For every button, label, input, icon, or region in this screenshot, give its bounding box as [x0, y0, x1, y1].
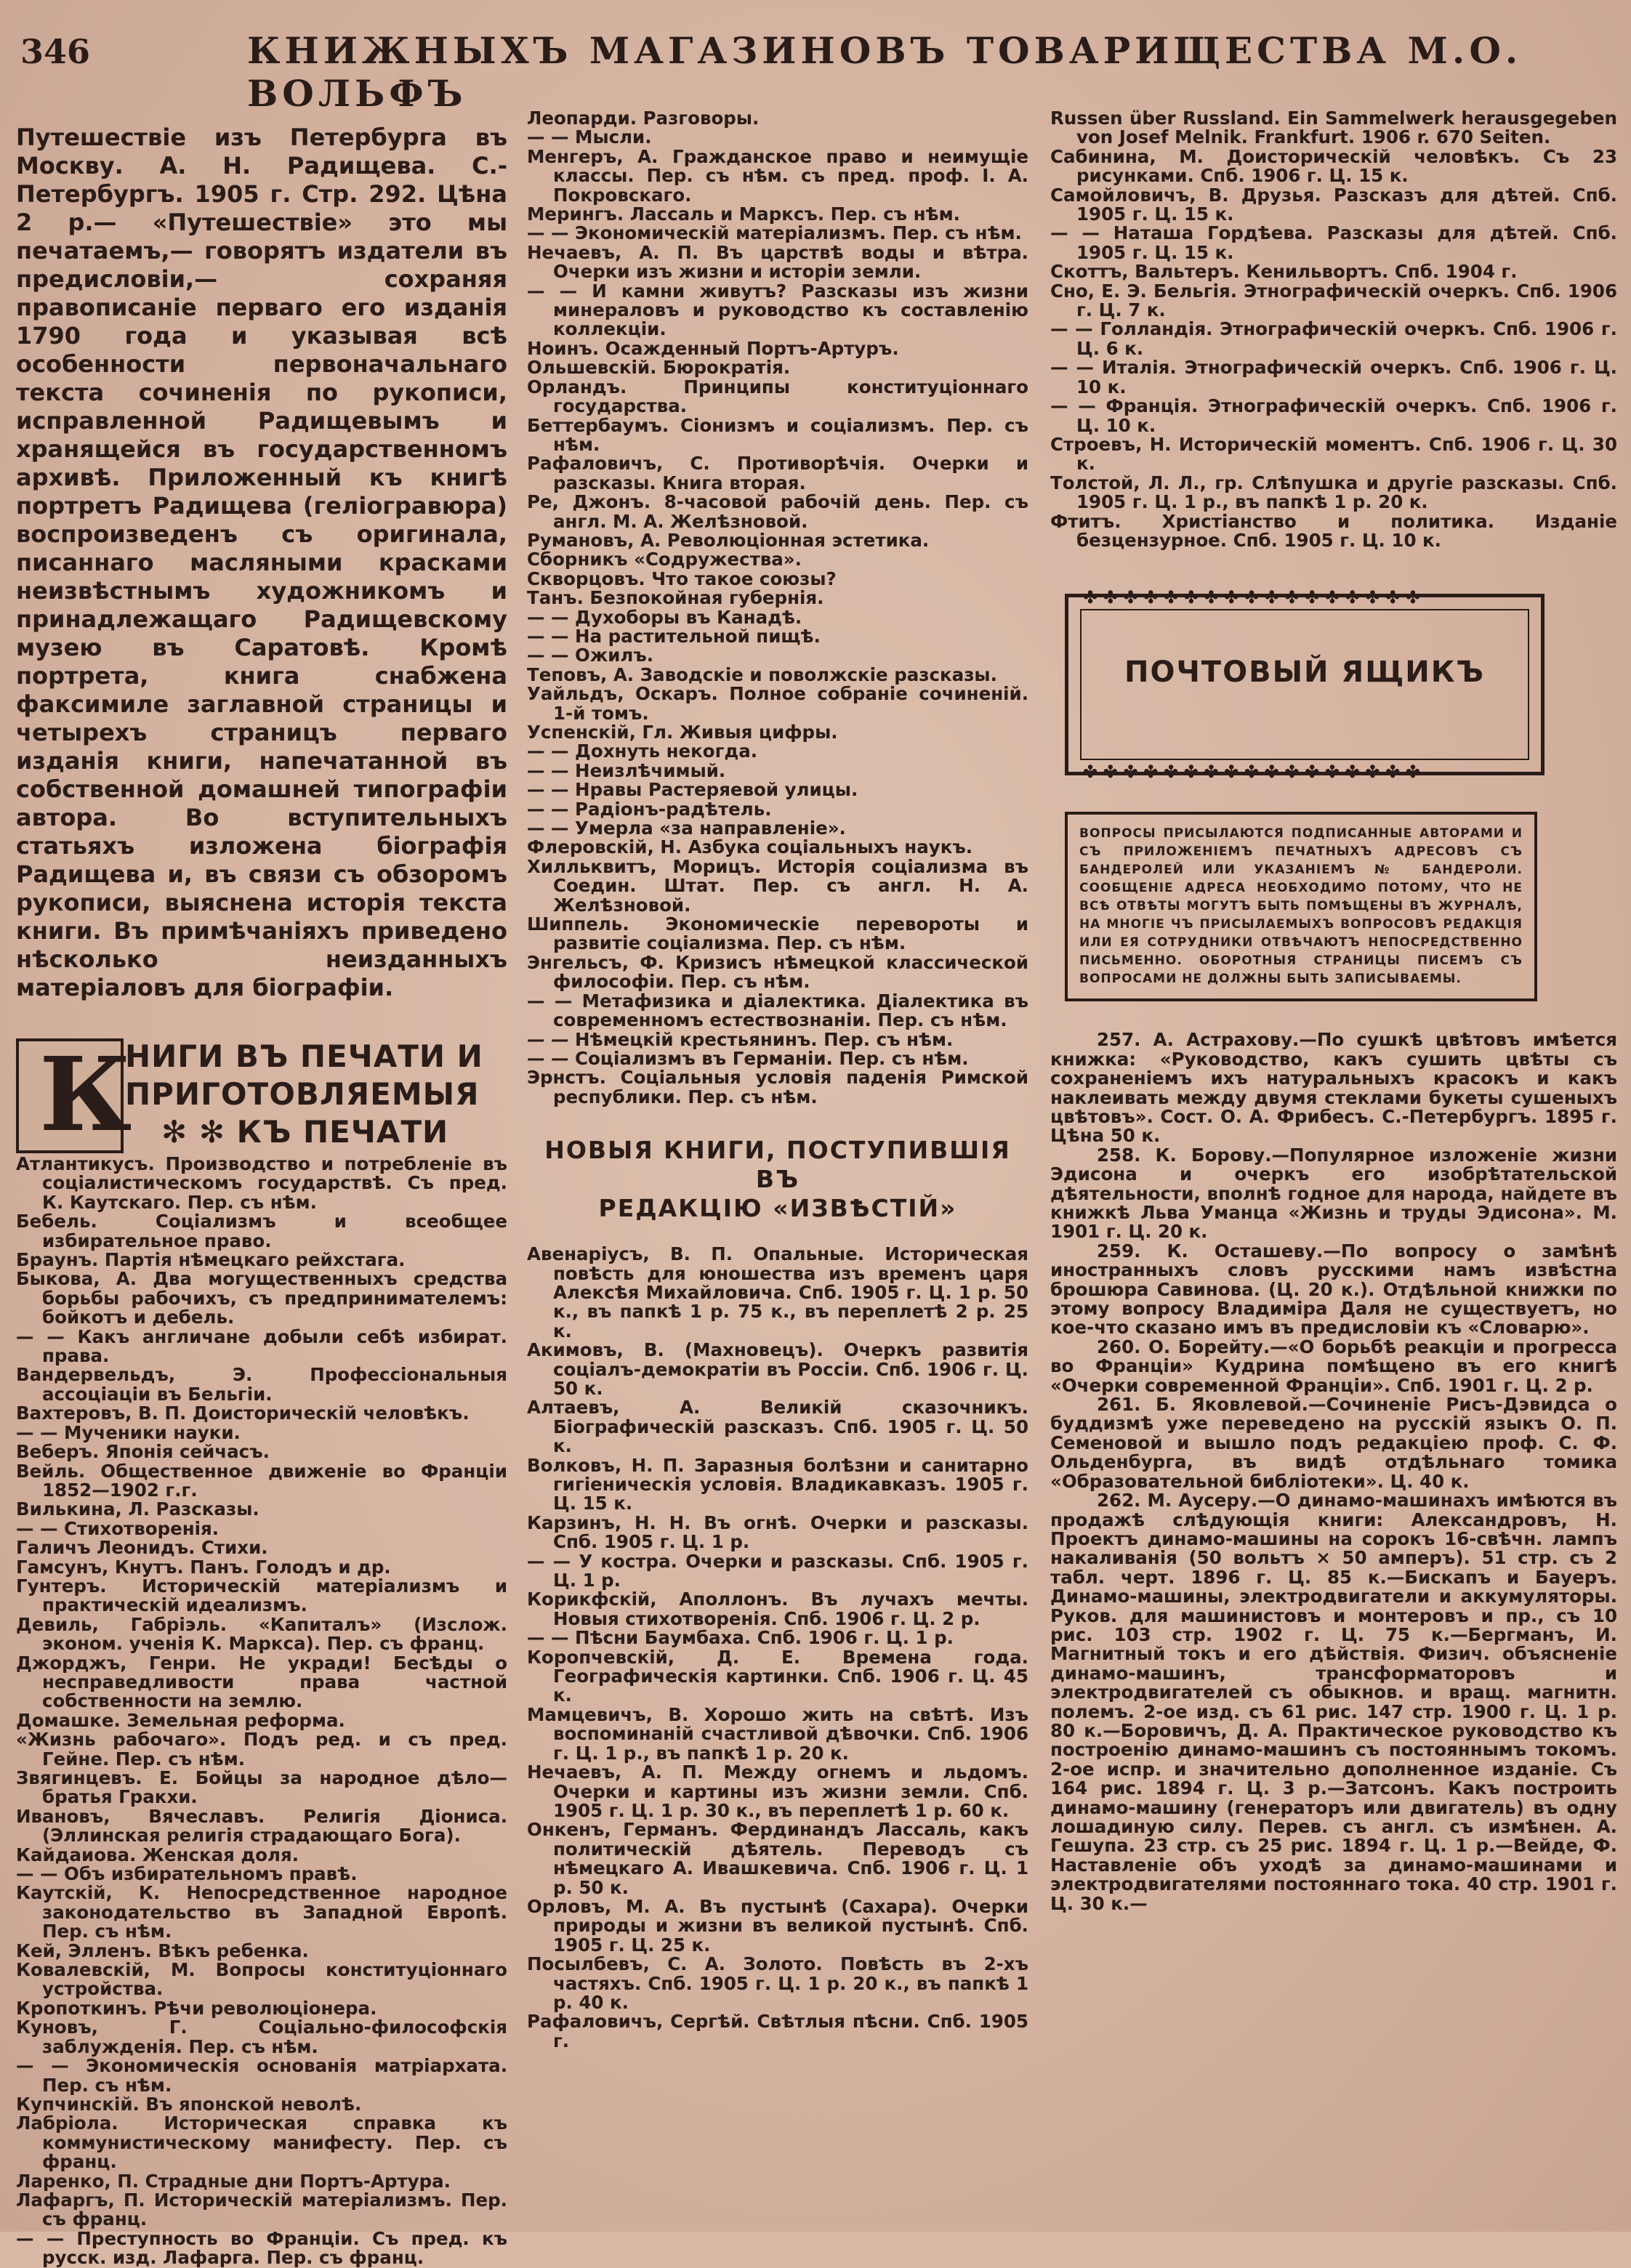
new-book-entry: — — Голландія. Этнографическій очеркъ. Спб. 1906 г. Ц. 6 к. — [1050, 318, 1617, 359]
mailbox-answer: 258. К. Борову.—Популярное изложеніе жизни Эдисона и очеркъ его изобрѣтательской дѣятельности, вполнѣ годное для народа, найдете въ книжкѣ Льва Уманца «Жизнь и труды Эдисона». М. 1901 г. Ц. 20 к. — [1050, 1144, 1617, 1243]
book-entry: Вейль. Общественное движеніе во Франціи 1852—1902 г.г. — [16, 1460, 507, 1501]
book-entry: — — Стихотворенія. — [16, 1517, 220, 1539]
mailbox-answer: 259. К. Осташеву.—По вопросу о замѣнѣ иностранныхъ словъ русскими намъ извѣстна брошюра Савинова. (Ц. 20 к.). Отдѣльной книжки по этому вопросу Владиміра Даля не существуетъ, но кое-что сказано имъ въ предисловіи къ «Словарю». — [1050, 1240, 1617, 1339]
book-entry: Скворцовъ. Что такое союзы? — [527, 568, 837, 589]
book-entry: — — Умерла «за направленіе». — [527, 818, 846, 839]
book-entry: — — Дохнуть некогда. — [527, 740, 758, 762]
new-book-entry: Карзинъ, Н. Н. Въ огнѣ. Очерки и разсказы. Спб. 1905 г. Ц. 1 р. — [527, 1512, 1028, 1553]
book-entry: Браунъ. Партія нѣмецкаго рейхстага. — [16, 1249, 406, 1271]
new-book-entry: Волковъ, Н. П. Заразныя болѣзни и санитарно гигіеническія условія. Владикавказъ. 1905 г. Ц. 15 к. — [527, 1454, 1028, 1514]
section-title-line-1: НИГИ ВЪ ПЕЧАТИ И — [125, 1038, 483, 1074]
book-entry: Вахтеровъ, В. П. Доисторическій человѣкъ. — [16, 1403, 470, 1424]
new-book-entry: — — Франція. Этнографическій очеркъ. Спб. 1906 г. Ц. 10 к. — [1050, 395, 1617, 436]
book-entry: Купчинскій. Въ японской неволѣ. — [16, 2093, 362, 2115]
new-book-entry: — — У костра. Очерки и разсказы. Спб. 1905 г. Ц. 1 р. — [527, 1550, 1028, 1591]
book-entry: Кей, Элленъ. Вѣкъ ребенка. — [16, 1940, 309, 1961]
book-entry: Звягинцевъ. Е. Бойцы за народное дѣло— братья Гракхи. — [16, 1767, 507, 1808]
new-book-entry: Авенаріусъ, В. П. Опальные. Историческая повѣсть для юношества изъ временъ царя Алексѣя Михайловича. Спб. 1905 г. Ц. 1 р. 50 к., въ папкѣ 1 р. 75 к., въ переплетѣ 2 р. 25 к. — [527, 1243, 1028, 1341]
new-books-list — [527, 1245, 1028, 2051]
book-entry: — — Духоборы въ Канадѣ. — [527, 606, 802, 628]
book-entry: Ковалевскій, М. Вопросы конституціоннаго устройства. — [16, 1959, 507, 2000]
new-book-entry: Сабинина, М. Доисторическій человѣкъ. Съ 23 рисунками. Спб. 1906 г. Ц. 15 к. — [1050, 145, 1617, 187]
new-book-entry: Корикфскій, Аполлонъ. Въ лучахъ мечты. Новыя стихотворенія. Спб. 1906 г. Ц. 2 р. — [527, 1589, 1028, 1629]
book-entry: — — Нѣмецкій крестьянинъ. Пер. съ нѣм. — [527, 1028, 954, 1050]
running-title: КНИЖНЫХЪ МАГАЗИНОВЪ ТОВАРИЩЕСТВА М.О. ВОЛЬФЪ — [247, 29, 1523, 115]
mailbox-title: ПОЧТОВЫЙ ЯЩИКЪ — [1124, 655, 1485, 690]
book-entry: Рафаловичъ, С. Противорѣчія. Очерки и разсказы. Книга вторая. — [527, 453, 1028, 493]
book-entry: Вилькина, Л. Разсказы. — [16, 1498, 259, 1520]
new-book-entry: Russen über Russland. Ein Sammelwerk herausgegeben von Josef Melnik. Frankfurt. 1906 r. 670 Seiten. — [1050, 108, 1617, 148]
book-entry: — — Нравы Растеряевой улицы. — [527, 779, 858, 801]
mailbox-answer: 262. М. Аусеру.—О динамо-машинахъ имѣются въ продажѣ слѣдующія книги: Александровъ, Н. Проектъ динамо-машины на сорокъ 16-свѣчн. лампъ накаливанія (50 вольтъ × 50 амперъ). 51 стр. съ 2 табл. черт. 1896 г. Ц. 85 к.—Бискапъ и Бауеръ. Динамо-машины, электродвигатели и аккумуляторы. Руков. для машинистовъ и монтеровъ и пр., съ 10 рис. 103 стр. 1902 г. Ц. 75 к.—Бергманъ, И. Магнитный токъ и его дѣйствія. Физич. объясненіе динамо-машинъ, трансформаторовъ и электродвигателей съ обыкнов. и вращ. магнитн. полемъ. 2-ое изд. съ 61 рис. 147 стр. 1900 г. Ц. 1 р. 80 к.—Боровичъ, Д. А. Практическое руководство къ построенію динамо-машинъ съ постояннымъ токомъ. 2-ое испр. и значительно дополненное изданіе. Съ 164 рис. 1894 г. Ц. 3 р.—Затсонъ. Какъ построить динамо-машину (генераторъ или двигатель) въ одну лошадиную силу. Перев. съ англ. съ измѣнен. А. Гешупа. 23 стр. съ 25 рис. 1894 г. Ц. 1 р.—Вейде, Ф. Наставленіе объ уходѣ за динамо-машинами и электродвигателями постояннаго тока. 40 стр. 1901 г. Ц. 30 к.— — [1050, 1490, 1617, 1914]
book-entry: Танъ. Безпокойная губернія. — [527, 587, 824, 609]
book-entry: Румановъ, А. Революціонная эстетика. — [527, 529, 930, 551]
section-books-in-print — [16, 1038, 507, 1155]
new-book-entry: Сно, Е. Э. Бельгія. Этнографическій очеркъ. Спб. 1906 г. Ц. 7 к. — [1050, 280, 1617, 321]
column-middle — [527, 109, 1028, 2216]
new-book-entry: Самойловичъ, В. Друзья. Разсказъ для дѣтей. Спб. 1905 г. Ц. 15 к. — [1050, 184, 1617, 225]
book-entry: Сборникъ «Содружества». — [527, 549, 802, 570]
new-book-entry: Онкенъ, Германъ. Фердинандъ Лассаль, какъ политическій дѣятель. Переводъ съ нѣмецкаго А. Ивашкевича. Спб. 1906 г. Ц. 1 р. 50 к. — [527, 1819, 1028, 1898]
books-in-print-list — [16, 1155, 507, 2268]
column-left — [16, 109, 507, 2268]
mailbox-notice: ВОПРОСЫ ПРИСЫЛАЮТСЯ ПОДПИСАННЫЕ АВТОРАМИ И СЪ ПРИЛОЖЕНІЕМЪ ПЕЧАТНЫХЪ АДРЕСОВЪ СЪ БАНДЕРОЛЕЙ ИЛИ УКАЗАНІЕМЪ № БАНДЕРОЛИ. СООБЩЕНІЕ АДРЕСА НЕОБХОДИМО ПОТОМУ, ЧТО НЕ ВСѢ ОТВѢТЫ МОГУТЪ БЫТЬ ПОМѢЩЕНЫ ВЪ ЖУРНАЛѢ, НА МНОГІЕ ЧЪ ПРИСЫЛАЕМЫХЪ ВОПРОСОВЪ РЕДАКЦІЯ ИЛИ ЕЯ СОТРУДНИКИ ОТВѢЧАЮТЪ НЕПОСРЕДСТВЕННО ПИСЬМЕННО. ОБОРОТНЫЯ СТРАНИЦЫ ПИСЕМЪ СЪ ВОПРОСАМИ НЕ ДОЛЖНЫ БЫТЬ ЗАПИСЫВАЕМЫ. — [1065, 812, 1537, 1001]
new-book-entry: — — Пѣсни Баумбаха. Спб. 1906 г. Ц. 1 р. — [527, 1627, 954, 1649]
book-entry: Каутскій, К. Непосредственное народное законодательство въ Западной Европѣ. Пер. съ нѣм. — [16, 1882, 507, 1942]
new-book-entry: Толстой, Л. Л., гр. Слѣпушка и другіе разсказы. Спб. 1905 г. Ц. 1 р., въ папкѣ 1 р. 20 к. — [1050, 472, 1617, 513]
mailbox-heading-frame — [1065, 587, 1545, 783]
new-books-heading: НОВЫЯ КНИГИ, ПОСТУПИВШІЯ ВЪ РЕДАКЦІЮ «ИЗВѢСТІЙ» — [544, 1136, 1011, 1223]
new-book-entry: Акимовъ, В. (Махновецъ). Очеркъ развитія соціалъ-демократіи въ Россіи. Спб. 1906 г. Ц. 50 к. — [527, 1339, 1028, 1399]
new-book-entry: Нечаевъ, А. П. Между огнемъ и льдомъ. Очерки и картины изъ жизни земли. Спб. 1905 г. Ц. 1 р. 30 к., въ переплетѣ 1 р. 60 к. — [527, 1761, 1028, 1821]
book-entry: Кайдаиова. Женская доля. — [16, 1844, 299, 1865]
books-in-print-list-continued — [527, 109, 1028, 1107]
book-entry: «Жизнь рабочаго». Подъ ред. и съ пред. Гейне. Пер. съ нѣм. — [16, 1729, 507, 1769]
new-book-entry: Фтитъ. Христіанство и политика. Изданіе безцензурное. Спб. 1905 г. Ц. 10 к. — [1050, 510, 1617, 551]
book-entry: — — На растительной пищѣ. — [527, 625, 821, 647]
new-books-list-continued — [1050, 109, 1617, 550]
book-entry: Нечаевъ, А. П. Въ царствѣ воды и вѣтра. Очерки изъ жизни и исторіи земли. — [527, 241, 1028, 283]
book-entry: Флеровскій, Н. Азбука соціальныхъ наукъ. — [527, 836, 973, 858]
book-entry: Кропоткинъ. Рѣчи революціонера. — [16, 1997, 377, 2019]
book-entry: — — Неизлѣчимый. — [527, 759, 726, 781]
book-entry: Лафаргъ, П. Историческій матеріализмъ. Пер. съ франц. — [16, 2189, 507, 2230]
book-entry: Хилльквитъ, Морицъ. Исторія соціализма въ Соедин. Штат. Пер. съ англ. Н. А. Желѣзновой. — [527, 855, 1028, 916]
book-entry: Менгеръ, А. Гражданское право и неимущіе классы. Пер. съ нѣм. съ пред. проф. І. А. Покровскаго. — [527, 145, 1028, 206]
new-book-entry: Орловъ, М. А. Въ пустынѣ (Сахара). Очерки природы и жизни въ великой пустынѣ. Спб. 1905 г. Ц. 25 к. — [527, 1895, 1028, 1956]
review-radishchev: Путешествіе изъ Петербурга въ Москву. А. Н. Радищева. С.-Петербургъ. 1905 г. Стр. 292. Цѣна 2 р.— «Путешествіе» это мы печатаемъ,— говорятъ издатели въ предисловіи,— сохраняя правописаніе перваго его изданія 1790 года и указывая всѣ особенности первоначальнаго текста сочиненія по рукописи, исправленной Радищевымъ и хранящейся въ государственномъ архивѣ. Приложенный къ книгѣ портретъ Радищева (геліогравюра) воспроизведенъ съ оригинала, писаннаго масляными красками неизвѣстнымъ художникомъ и принадлежащаго Радищевскому музею въ Саратовѣ. Кромѣ портрета, книга снабжена факсимиле заглавной страницы и четырехъ страницъ перваго изданія книги, напечатанной въ собственной домашней типографіи автора. Во вступительныхъ статьяхъ изложена біографія Радищева и, въ связи съ обзоромъ рукописи, выяснена исторія текста книги. Въ примѣчаніяхъ приведено нѣсколько неизданныхъ матеріаловъ для біографіи. — [16, 124, 507, 1001]
book-entry: — — Мысли. — [527, 126, 652, 148]
new-book-entry: — — Наташа Гордѣева. Разсказы для дѣтей. Спб. 1905 г. Ц. 15 к. — [1050, 222, 1617, 263]
book-entry: Леопарди. Разговоры. — [527, 108, 760, 129]
book-entry: Бебель. Соціализмъ и всеобщее избирательное право. — [16, 1211, 507, 1251]
book-entry: Веберъ. Японія сейчасъ. — [16, 1441, 270, 1463]
new-book-entry: Алтаевъ, А. Великій сказочникъ. Біографическій разсказъ. Спб. 1905 г. Ц. 50 к. — [527, 1397, 1028, 1457]
book-entry: Мерингъ. Лассаль и Марксъ. Пер. съ нѣм. — [527, 203, 960, 225]
page-header — [15, 29, 1614, 115]
book-entry: Лабріола. Историческая справка къ коммунистическому манифесту. Пер. съ франц. — [16, 2112, 507, 2173]
book-entry: — — Радіонъ-радѣтель. — [527, 798, 772, 820]
book-entry: Девиль, Габріэль. «Капиталъ» (Изслож. эконом. ученія К. Маркса). Пер. съ франц. — [16, 1613, 507, 1655]
new-book-entry: Строевъ, Н. Историческій моментъ. Спб. 1906 г. Ц. 30 к. — [1050, 433, 1617, 475]
new-book-entry: Скоттъ, Вальтеръ. Кенильвортъ. Спб. 1904 г. — [1050, 261, 1518, 283]
book-entry: Теповъ, А. Заводскіе и поволжскіе разсказы. — [527, 663, 997, 685]
book-entry: — — Мученики науки. — [16, 1421, 241, 1443]
book-entry: Вандервельдъ, Э. Профессіональныя ассоціаціи въ Бельгіи. — [16, 1364, 507, 1405]
book-entry: Ларенко, П. Страдные дни Портъ-Артура. — [16, 2170, 451, 2192]
book-entry: Ноинъ. Осажденный Портъ-Артуръ. — [527, 337, 899, 359]
section-title-line-3: ✻ ✻ КЪ ПЕЧАТИ — [161, 1114, 449, 1150]
book-entry: Орландъ. Принципы конституціоннаго государства. — [527, 376, 1028, 417]
book-entry: — — Метафизика и діалектика. Діалектика въ современномъ естествознаніи. Пер. съ нѣм. — [527, 990, 1028, 1031]
section-title-line-2: ПРИГОТОВЛЯЕМЫЯ — [125, 1076, 480, 1112]
book-entry: Ольшевскій. Бюрократія. — [527, 357, 791, 379]
book-entry: — — Какъ англичане добыли себѣ избират. права. — [16, 1325, 507, 1367]
book-entry: Атлантикусъ. Производство и потребленіе въ соціалистическомъ государствѣ. Съ пред. К. Каутскаго. Пер. съ нѣм. — [16, 1153, 507, 1213]
column-right — [1050, 109, 1617, 2216]
ornament-icon: ✤ ✤ ✤ ✤ ✤ ✤ ✤ ✤ ✤ ✤ ✤ ✤ ✤ ✤ ✤ ✤ ✤ — [1083, 762, 1420, 783]
decorative-initial: К — [16, 1038, 124, 1153]
book-entry: — — Экономическія основанія матріархата. Пер. съ нѣм. — [16, 2055, 507, 2096]
book-entry: Беттербаумъ. Сіонизмъ и соціализмъ. Пер. съ нѣм. — [527, 414, 1028, 455]
new-book-entry: Посылбевъ, С. А. Золото. Повѣсть въ 2-хъ частяхъ. Спб. 1905 г. Ц. 1 р. 20 к., въ папкѣ 1 р. 40 к. — [527, 1953, 1028, 2013]
book-entry: — — И камни живутъ? Разсказы изъ жизни минераловъ и руководство къ составленію коллекціи. — [527, 280, 1028, 340]
book-entry: Гамсунъ, Кнутъ. Панъ. Голодъ и др. — [16, 1556, 391, 1578]
book-entry: Быкова, А. Два могущественныхъ средства борьбы рабочихъ, съ предпринимателемъ: бойкотъ и дебель. — [16, 1268, 507, 1328]
book-entry: Успенскій, Гл. Живыя цифры. — [527, 722, 838, 743]
book-entry: Ивановъ, Вячеславъ. Религія Діониса. (Эллинская религія страдающаго Бога). — [16, 1805, 507, 1847]
book-entry: — — Соціализмъ въ Германіи. Пер. съ нѣм. — [527, 1047, 969, 1069]
mailbox-answer: 260. О. Борейту.—«О борьбѣ реакціи и прогресса во Франціи» Кудрина помѣщено въ его книгѣ «Очерки современной Франціи». Спб. 1901 г. Ц. 2 р. — [1050, 1336, 1617, 1396]
book-entry: Эрнстъ. Соціальныя условія паденія Римской республики. Пер. съ нѣм. — [527, 1067, 1028, 1107]
book-entry: Домашке. Земельная реформа. — [16, 1709, 345, 1731]
book-entry: Галичъ Леонидъ. Стихи. — [16, 1537, 268, 1559]
mailbox-answer: 261. Б. Яковлевой.—Сочиненіе Рисъ-Дэвидса о буддизмѣ уже переведено на русскій языкъ О. П. Семеновой и вышло подъ редакціею проф. С. Ф. Ольденбурга, въ видѣ отдѣльнаго томика «Образовательной библіотеки». Ц. 40 к. — [1050, 1394, 1617, 1492]
book-entry: — — Преступность во Франціи. Съ пред. къ русск. изд. Лафарга. Пер. съ франц. — [16, 2227, 507, 2268]
book-entry: — — Объ избирательномъ правѣ. — [16, 1863, 358, 1885]
mailbox-answers — [1050, 1030, 1617, 1913]
book-entry: Энгельсъ, Ф. Кризисъ нѣмецкой классической философіи. Пер. съ нѣм. — [527, 951, 1028, 993]
book-entry: Гунтеръ. Историческій матеріализмъ и практическій идеализмъ. — [16, 1575, 507, 1616]
book-entry: Джорджъ, Генри. Не укради! Бесѣды о несправедливости права частной собственности на землю. — [16, 1652, 507, 1712]
ornament-icon: ✤ ✤ ✤ ✤ ✤ ✤ ✤ ✤ ✤ ✤ ✤ ✤ ✤ ✤ ✤ ✤ ✤ — [1083, 587, 1420, 608]
book-entry: Куновъ, Г. Соціально-философскія заблужденія. Пер. съ нѣм. — [16, 2017, 507, 2057]
book-entry: Уайльдъ, Оскаръ. Полное собраніе сочиненій. 1-й томъ. — [527, 683, 1028, 724]
new-book-entry: Коропчевскій, Д. Е. Времена года. Географическія картинки. Спб. 1906 г. Ц. 45 к. — [527, 1646, 1028, 1706]
mailbox-answer: 257. А. Астрахову.—По сушкѣ цвѣтовъ имѣется книжка: «Руководство, какъ сушить цвѣты съ сохраненіемъ ихъ натуральныхъ красокъ и какъ наклеивать между двумя стеклами букеты сушеныхъ цвѣтовъ». Сост. О. А. Фрибесъ. С.-Петербургъ. 1895 г. Цѣна 50 к. — [1050, 1029, 1617, 1147]
new-book-entry: Рафаловичъ, Сергѣй. Свѣтлыя пѣсни. Спб. 1905 г. — [527, 2011, 1028, 2051]
page-number: 346 — [20, 32, 91, 71]
new-book-entry: Мамцевичъ, В. Хорошо жить на свѣтѣ. Изъ воспоминаній счастливой дѣвочки. Спб. 1906 г. Ц. 1 р., въ папкѣ 1 р. 20 к. — [527, 1703, 1028, 1764]
book-entry: — — Ожилъ. — [527, 645, 654, 666]
book-entry: — — Экономическій матеріализмъ. Пер. съ нѣм. — [527, 222, 1022, 244]
new-book-entry: — — Италія. Этнографическій очеркъ. Спб. 1906 г. Ц. 10 к. — [1050, 357, 1617, 397]
book-entry: Шиппель. Экономическіе перевороты и развитіе соціализма. Пер. съ нѣм. — [527, 913, 1028, 954]
book-entry: Ре, Джонъ. 8-часовой рабочій день. Пер. съ англ. М. А. Желѣзновой. — [527, 491, 1028, 532]
